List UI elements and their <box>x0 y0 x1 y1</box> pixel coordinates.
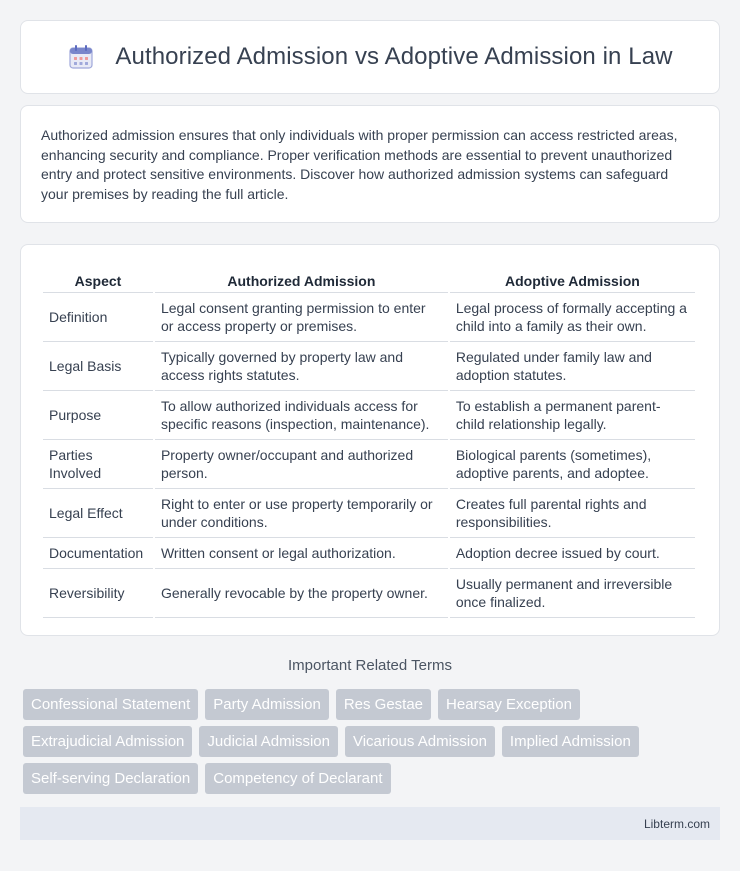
row-aspect: Documentation <box>43 538 153 569</box>
header-aspect: Aspect <box>43 263 153 293</box>
tag-competency-of-declarant[interactable]: Competency of Declarant <box>205 763 390 794</box>
row-authorized: Typically governed by property law and access rights statutes. <box>155 342 448 391</box>
intro-text: Authorized admission ensures that only individuals with proper permission can access restricted areas, enhancing security and compliance. Proper verification methods are essential to prevent unauthorized entry and protect sensitive environments. Discover how authorized admission systems can safeguard your premises by reading the full article. <box>41 127 678 202</box>
title-card <box>20 20 720 94</box>
row-adoptive: Adoption decree issued by court. <box>450 538 695 569</box>
row-authorized: To allow authorized individuals access for specific reasons (inspection, maintenance). <box>155 391 448 440</box>
row-aspect: Definition <box>43 293 153 342</box>
table-row <box>43 569 695 618</box>
footer-site[interactable]: Libterm.com <box>643 816 710 831</box>
tag-confessional-statement[interactable]: Confessional Statement <box>23 689 198 720</box>
row-aspect: Purpose <box>43 391 153 440</box>
row-adoptive: To establish a permanent parent-child relationship legally. <box>450 391 695 440</box>
row-adoptive: Creates full parental rights and responsibilities. <box>450 489 695 538</box>
row-aspect: Reversibility <box>43 569 153 618</box>
related-terms <box>23 689 723 800</box>
header-adoptive: Adoptive Admission <box>450 263 695 293</box>
tag-implied-admission[interactable]: Implied Admission <box>502 726 639 757</box>
table-row <box>43 342 695 391</box>
row-aspect: Parties Involved <box>43 440 153 489</box>
row-adoptive: Usually permanent and irreversible once finalized. <box>450 569 695 618</box>
tag-extrajudicial-admission[interactable]: Extrajudicial Admission <box>23 726 192 757</box>
row-authorized: Property owner/occupant and authorized person. <box>155 440 448 489</box>
row-adoptive: Biological parents (sometimes), adoptive parents, and adoptee. <box>450 440 695 489</box>
tag-row <box>23 763 723 794</box>
intro-card <box>20 105 720 223</box>
tag-row <box>23 689 723 720</box>
calendar-icon <box>67 43 95 71</box>
table-row <box>43 440 695 489</box>
page-title: Authorized Admission vs Adoptive Admission in Law <box>115 43 673 70</box>
table-row <box>43 391 695 440</box>
row-authorized: Legal consent granting permission to enter or access property or premises. <box>155 293 448 342</box>
comparison-card <box>20 244 720 636</box>
tag-res-gestae[interactable]: Res Gestae <box>336 689 431 720</box>
table-row <box>43 538 695 569</box>
tag-vicarious-admission[interactable]: Vicarious Admission <box>345 726 495 757</box>
tag-self-serving-declaration[interactable]: Self-serving Declaration <box>23 763 198 794</box>
row-adoptive: Legal process of formally accepting a child into a family as their own. <box>450 293 695 342</box>
row-aspect: Legal Basis <box>43 342 153 391</box>
tag-judicial-admission[interactable]: Judicial Admission <box>199 726 338 757</box>
table-row <box>43 489 695 538</box>
row-authorized: Generally revocable by the property owner. <box>155 569 448 618</box>
row-aspect: Legal Effect <box>43 489 153 538</box>
row-authorized: Written consent or legal authorization. <box>155 538 448 569</box>
footer <box>20 807 720 840</box>
tag-row <box>23 726 723 757</box>
row-adoptive: Regulated under family law and adoption statutes. <box>450 342 695 391</box>
header-authorized: Authorized Admission <box>155 263 448 293</box>
table-row <box>43 293 695 342</box>
comparison-table <box>41 263 697 618</box>
tag-hearsay-exception[interactable]: Hearsay Exception <box>438 689 580 720</box>
related-terms-title: Important Related Terms <box>288 657 452 674</box>
row-authorized: Right to enter or use property temporarily or under conditions. <box>155 489 448 538</box>
tag-party-admission[interactable]: Party Admission <box>205 689 329 720</box>
